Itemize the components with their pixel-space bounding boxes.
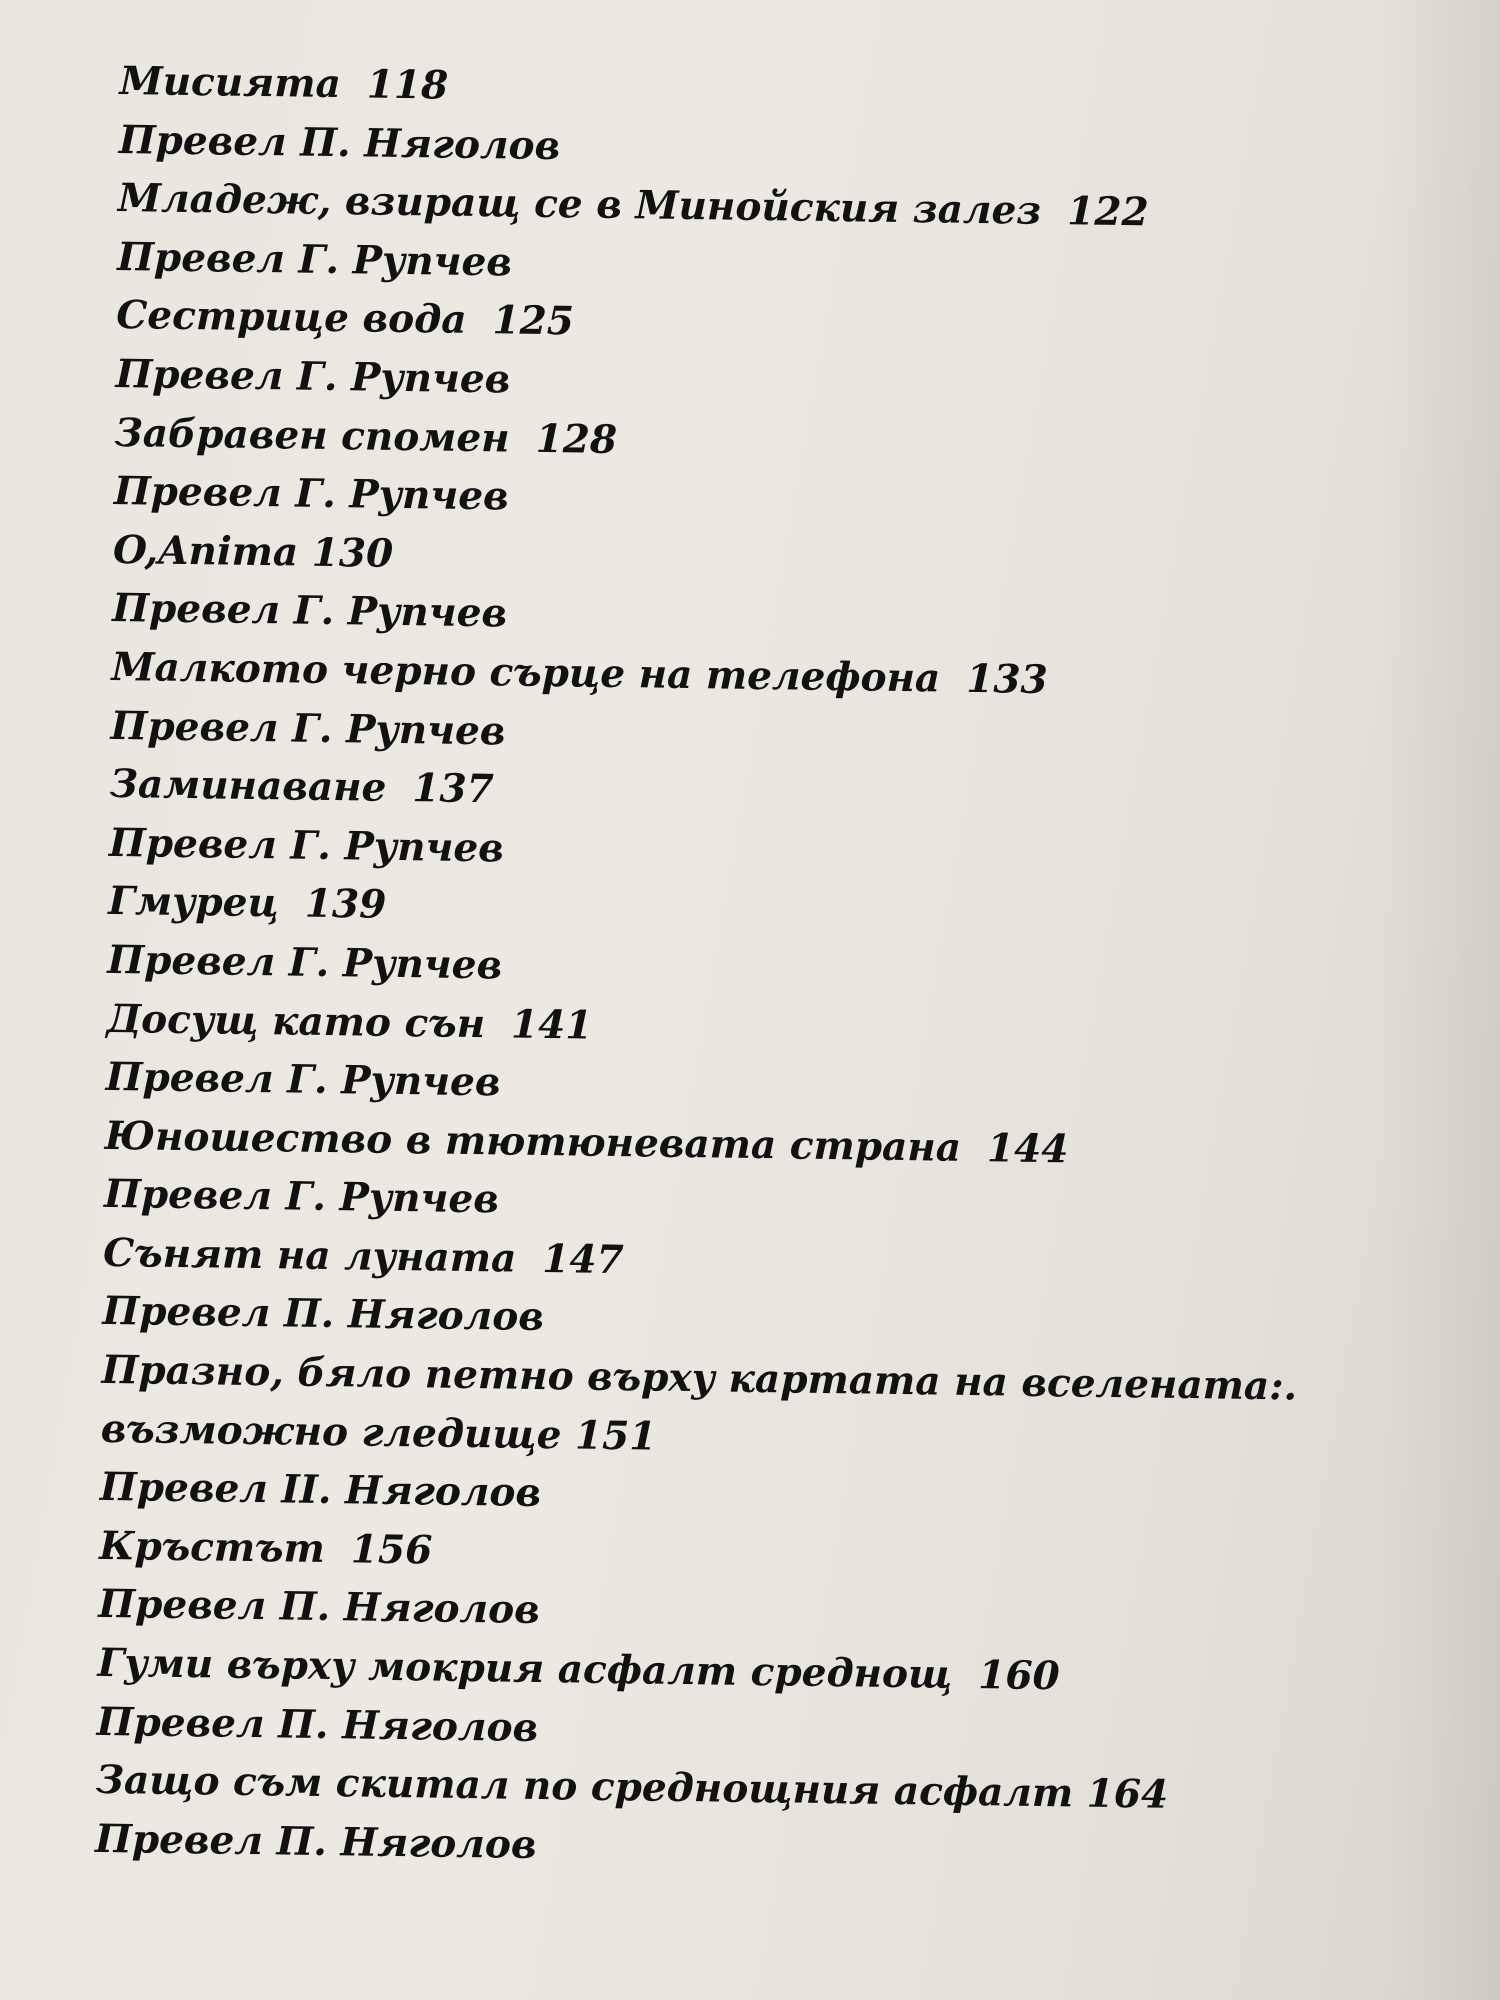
toc-line-text: Кръстът bbox=[98, 1522, 326, 1572]
toc-line-text: Превел Г. Рупчев bbox=[116, 233, 513, 286]
toc-line-text: Превел Г. Рупчев bbox=[115, 350, 511, 403]
toc-page-number: 125 bbox=[492, 297, 575, 345]
toc-line-text: Сънят на луната bbox=[102, 1229, 517, 1282]
toc-line-text: Превел П. Няголов bbox=[94, 1815, 537, 1868]
toc-page-number: 133 bbox=[965, 655, 1048, 703]
toc-line-text: Досущ като сън bbox=[106, 995, 486, 1047]
toc-line-text: Младеж, взиращ се в Минойския залез bbox=[117, 175, 1042, 235]
toc-line-text: Сестрице вода bbox=[116, 292, 467, 344]
toc-line-text: Превел Г. Рупчев bbox=[108, 819, 505, 872]
table-of-contents bbox=[94, 52, 1298, 1884]
toc-page-number: 156 bbox=[350, 1526, 433, 1574]
toc-line-text: възможно гледище 151 bbox=[100, 1405, 657, 1460]
toc-line-text: Превел Г. Рупчев bbox=[105, 1053, 501, 1106]
toc-line-text: Превел Г. Рупчев bbox=[111, 585, 508, 637]
toc-line-text: Превел II. Няголов bbox=[99, 1464, 542, 1517]
toc-page-number: 122 bbox=[1066, 188, 1149, 236]
toc-line-text: Забравен спомен bbox=[114, 409, 510, 462]
toc-line-text: Малкото черно сърце на телефона bbox=[111, 643, 941, 702]
toc-page-number: 141 bbox=[510, 1001, 593, 1049]
toc-line-text: Превел П. Няголов bbox=[118, 116, 561, 169]
toc-page-number: 147 bbox=[541, 1235, 625, 1284]
toc-line-text: Превел П. Няголов bbox=[102, 1288, 545, 1341]
toc-page-number: 160 bbox=[977, 1652, 1061, 1700]
toc-line-text: Превел Г. Рупчев bbox=[110, 702, 506, 754]
toc-page-number: 139 bbox=[304, 880, 387, 929]
toc-line-text: Превел Г. Рупчев bbox=[107, 936, 503, 989]
toc-line-text: O,Anima 130 bbox=[112, 526, 394, 577]
toc-line-text: Заминаване bbox=[109, 761, 387, 811]
toc-line-text: Превел П. Няголов bbox=[98, 1581, 541, 1634]
toc-line-text: Превел Г. Рупчев bbox=[103, 1171, 500, 1223]
toc-page-number: 128 bbox=[535, 415, 618, 463]
toc-page-number: 137 bbox=[412, 765, 495, 813]
toc-line-text: Юношество в тютюневата страна bbox=[104, 1112, 962, 1171]
toc-line-text: Превел Г. Рупчев bbox=[113, 468, 510, 520]
toc-line-text: Защо съм скитал по среднощния асфалт 164 bbox=[95, 1757, 1169, 1819]
toc-line-text: Празно, бяло петно върху картата на вселената:. bbox=[101, 1346, 1298, 1410]
toc-page-number: 144 bbox=[986, 1124, 1069, 1173]
toc-line-text: Мисията bbox=[119, 57, 342, 108]
toc-line-text: Превел П. Няголов bbox=[96, 1698, 539, 1751]
page-edge-shadow bbox=[1380, 0, 1500, 2000]
toc-line-text: Гуми върху мокрия асфалт среднощ bbox=[97, 1639, 953, 1698]
toc-line-text: Гмурец bbox=[107, 878, 280, 927]
toc-page-number: 118 bbox=[366, 61, 449, 109]
